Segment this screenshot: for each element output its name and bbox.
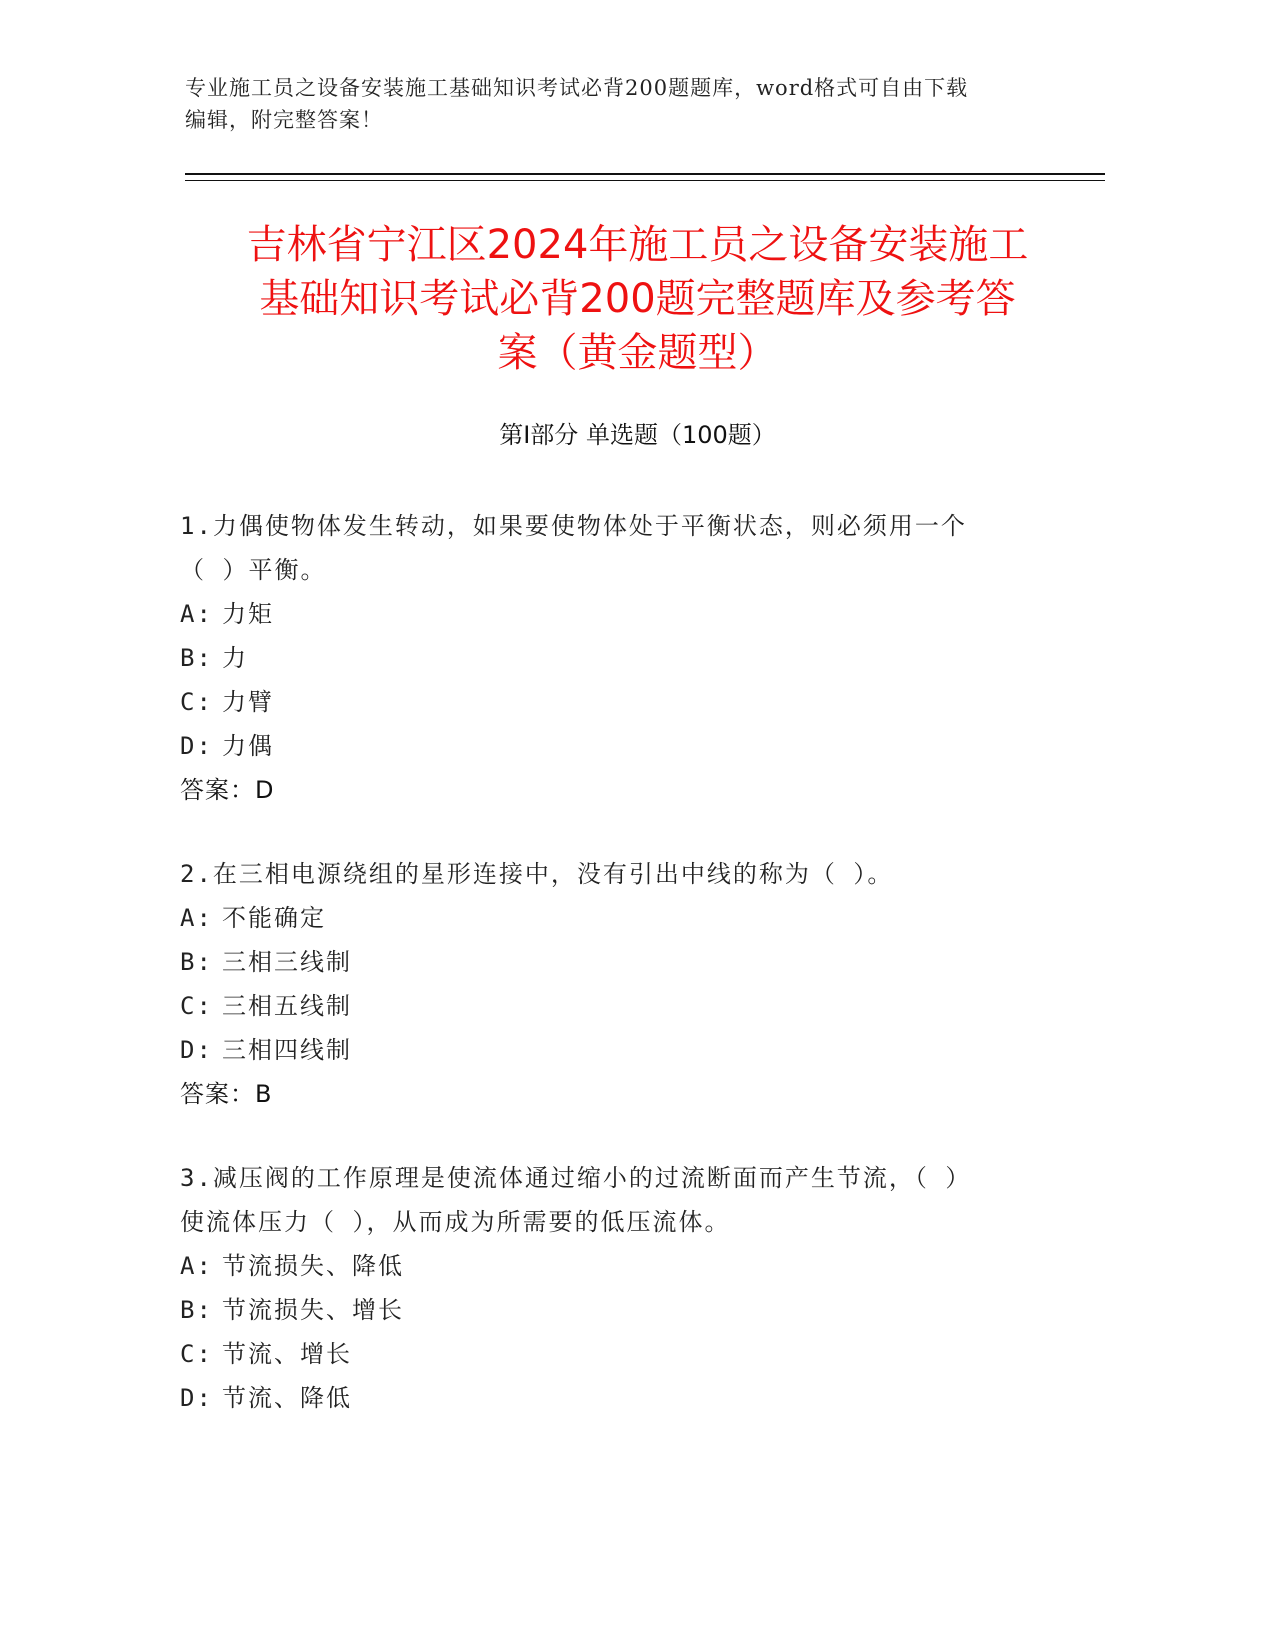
- question-stem: [180, 1156, 1040, 1244]
- option-text: 节流损失、降低: [222, 1252, 404, 1280]
- option-c: [180, 680, 1040, 724]
- section-heading: 第Ⅰ部分 单选题（100题）: [499, 421, 776, 449]
- header-divider-thick: [185, 173, 1105, 175]
- question-item: [180, 1156, 1040, 1420]
- option-text: 不能确定: [222, 904, 326, 932]
- option-d: [180, 1028, 1040, 1072]
- option-a: [180, 896, 1040, 940]
- header-note: [185, 72, 1065, 136]
- option-key: B:: [180, 644, 213, 672]
- header-note-line2: 编辑，附完整答案！: [185, 108, 383, 132]
- question-stem-line1: 2.在三相电源绕组的星形连接中，没有引出中线的称为（ ）。: [180, 860, 894, 888]
- question-stem: [180, 852, 1040, 896]
- question-item: [180, 504, 1040, 812]
- option-text: 节流损失、增长: [222, 1296, 404, 1324]
- option-key: A:: [180, 1252, 213, 1280]
- option-c: [180, 984, 1040, 1028]
- option-key: C:: [180, 688, 213, 716]
- option-b: [180, 940, 1040, 984]
- answer-line: 答案：D: [180, 776, 275, 804]
- header-divider-thin: [185, 180, 1105, 181]
- document-title-line1: 吉林省宁江区2024年施工员之设备安装施工: [246, 222, 1029, 268]
- document-title-line3: 案（黄金题型）: [497, 330, 778, 376]
- question-stem: [180, 504, 1040, 592]
- question-stem-line1: 1.力偶使物体发生转动，如果要使物体处于平衡状态，则必须用一个: [180, 512, 967, 540]
- question-stem-line2: 使流体压力（ ），从而成为所需要的低压流体。: [180, 1208, 731, 1236]
- option-text: 三相三线制: [222, 948, 352, 976]
- option-b: [180, 636, 1040, 680]
- option-d: [180, 1376, 1040, 1420]
- option-a: [180, 592, 1040, 636]
- document-title: [185, 218, 1090, 380]
- option-text: 三相五线制: [222, 992, 352, 1020]
- option-c: [180, 1332, 1040, 1376]
- option-text: 力: [222, 644, 248, 672]
- option-text: 节流、降低: [222, 1384, 352, 1412]
- option-b: [180, 1288, 1040, 1332]
- option-d: [180, 724, 1040, 768]
- option-key: C:: [180, 992, 213, 1020]
- option-text: 力偶: [222, 732, 274, 760]
- option-key: D:: [180, 732, 213, 760]
- option-key: D:: [180, 1036, 213, 1064]
- question-stem-line1: 3.减压阀的工作原理是使流体通过缩小的过流断面而产生节流，（ ）: [180, 1164, 972, 1192]
- option-a: [180, 1244, 1040, 1288]
- option-text: 三相四线制: [222, 1036, 352, 1064]
- option-key: D:: [180, 1384, 213, 1412]
- question-item: [180, 852, 1040, 1116]
- question-stem-line2: （ ）平衡。: [180, 556, 327, 584]
- option-key: A:: [180, 600, 213, 628]
- option-text: 节流、增长: [222, 1340, 352, 1368]
- option-key: B:: [180, 1296, 213, 1324]
- option-text: 力臂: [222, 688, 274, 716]
- answer-line: 答案：B: [180, 1080, 273, 1108]
- option-key: B:: [180, 948, 213, 976]
- document-title-line2: 基础知识考试必背200题完整题库及参考答: [259, 276, 1016, 322]
- option-key: C:: [180, 1340, 213, 1368]
- option-key: A:: [180, 904, 213, 932]
- option-text: 力矩: [222, 600, 274, 628]
- header-note-line1: 专业施工员之设备安装施工基础知识考试必背200题题库，word格式可自由下载: [185, 76, 969, 100]
